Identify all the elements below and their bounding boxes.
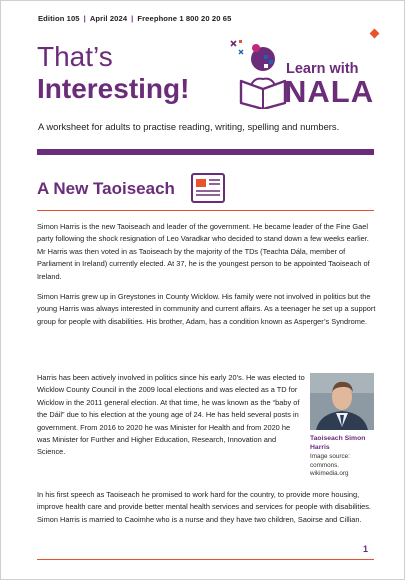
newspaper-icon — [190, 172, 226, 204]
logo-text-learn-with: Learn with — [286, 61, 359, 77]
logo-text-nala: NALA — [284, 74, 375, 109]
page-number: 1 — [363, 544, 369, 554]
paragraph-4: In his first speech as Taoiseach he promised to work hard for the country, to provide more housing, improve health care and provide better mental health services and services for people with disabilities. Simon Harris is married to Caoimhe who is a nurse and they have two children, Saoirse and Cillian. — [37, 490, 371, 524]
section-heading: A New Taoiseach — [37, 179, 175, 198]
edition-number: Edition 105 — [38, 14, 80, 23]
edition-date: April 2024 — [89, 14, 128, 23]
freephone-number: Freephone 1 800 20 20 65 — [137, 14, 232, 23]
separator: | — [131, 14, 134, 23]
taoiseach-photo — [310, 373, 374, 430]
worksheet-subtitle: A worksheet for adults to practise reading, writing, spelling and numbers. — [38, 121, 340, 132]
section-divider — [37, 210, 374, 211]
paragraph-2: Simon Harris grew up in Greystones in County Wicklow. His family were not involved in politics but the young Harris was always interested in community and current affairs. As a teenager he set up a support group for people with disabilities. His brother, Adam, has a condition known as Asperger’s Syndrome. — [37, 292, 376, 326]
photo-caption: Taoiseach Simon Harris — [310, 435, 366, 451]
header-divider — [37, 149, 374, 155]
title-line-2: Interesting! — [37, 73, 190, 104]
photo-source: Image source: commons. wikimedia.org — [310, 453, 350, 478]
separator: | — [83, 14, 86, 23]
paragraph-3: Harris has been actively involved in politics since his early 20’s. He was elected to Wicklow County Council in the 2009 local elections and was elected as a TD for Wicklow in the 2011 general election. At that time, he was known as the “baby of the Dáil” due to his election at the young age of 24. He has held several posts in government. From 2016 to 2020 he was Minister for Health and from 2020 he was Minister for Further and Higher Education, Research, Innovation and Science. — [37, 373, 305, 457]
title-line-1: That’s — [37, 41, 113, 72]
paragraph-1: Simon Harris is the new Taoiseach and leader of the government. He became leader of the Fine Gael party following the shock resignation of Leo Varadkar who decided to stand down a few weeks earlier. Mr Harris was then voted in as Taoiseach by the majority of the TDs (Teachta Dála, member of Parliament in Ireland) currently elected. At 37, he is the youngest person to be appointed Taoiseach of Ireland. — [37, 222, 370, 281]
edition-info — [38, 14, 231, 23]
footer-divider — [37, 559, 374, 560]
